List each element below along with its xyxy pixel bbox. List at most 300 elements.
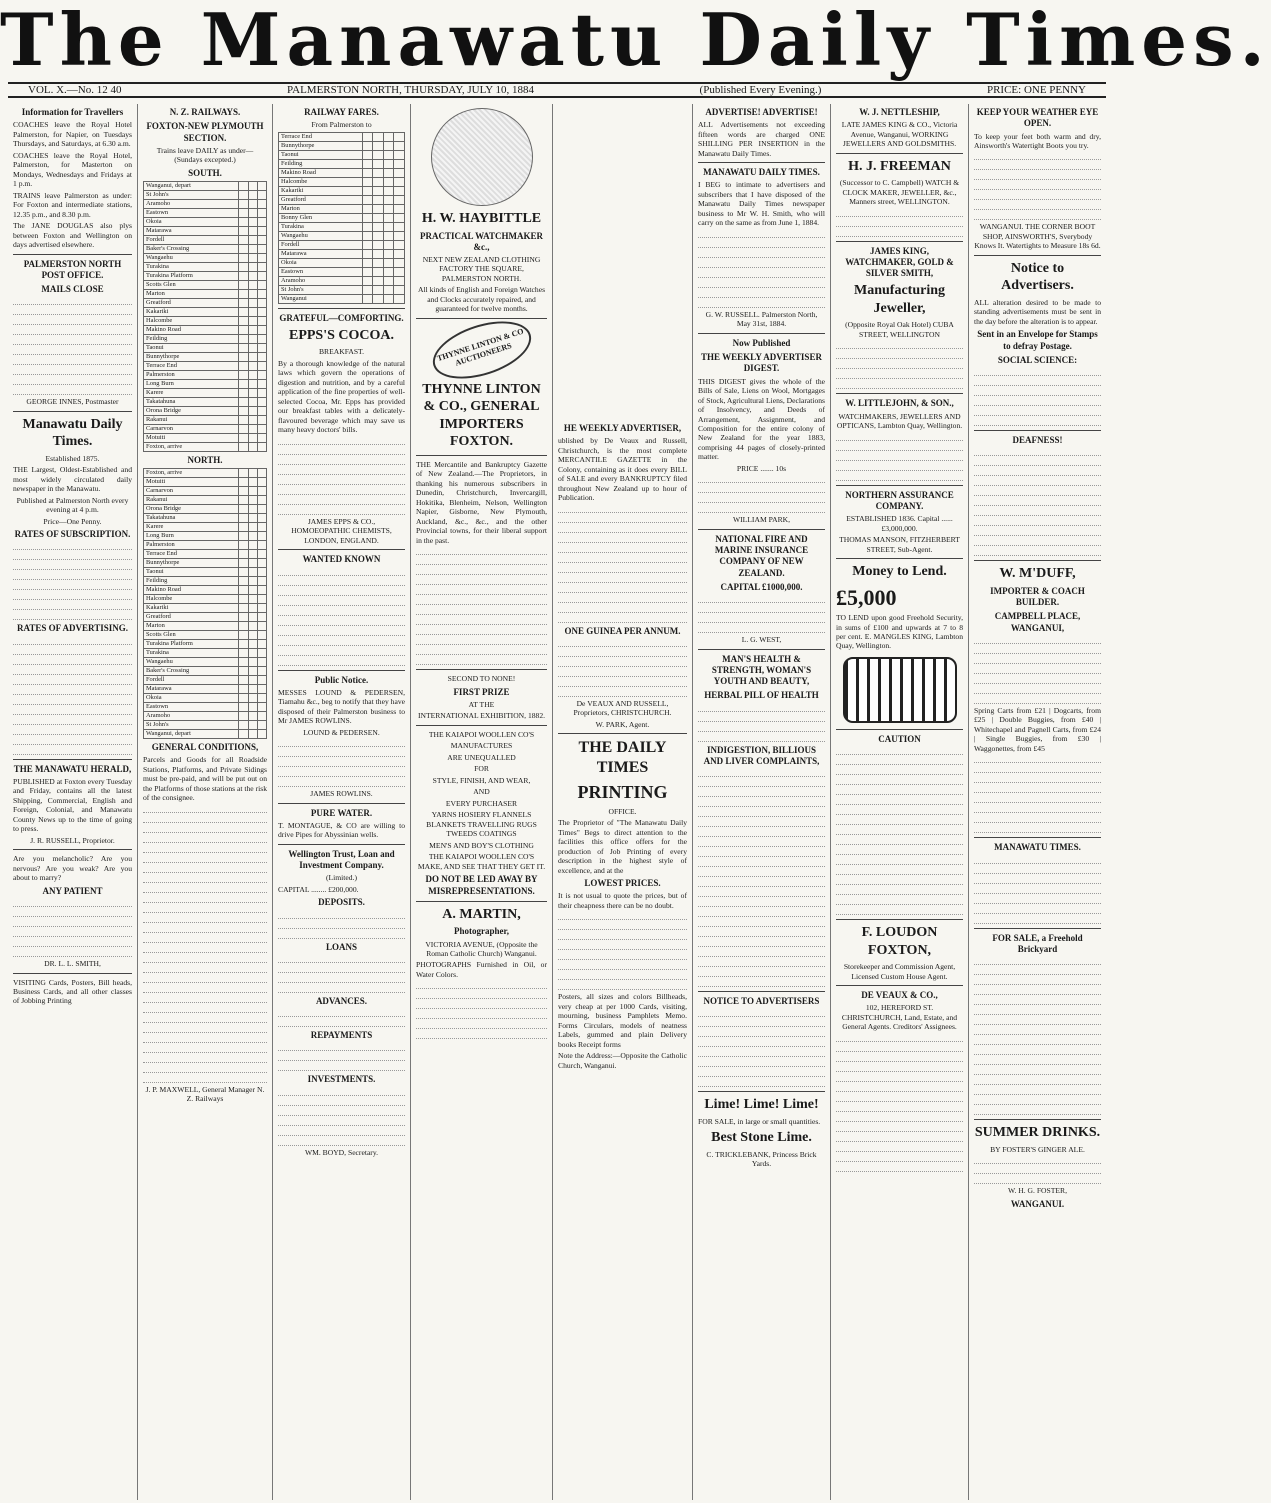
time-cell bbox=[383, 141, 394, 150]
station-cell: Baker's Crossing bbox=[144, 244, 239, 253]
text-lines bbox=[698, 769, 825, 987]
table-row bbox=[279, 159, 405, 168]
heading: CAUTION bbox=[878, 733, 921, 744]
table-row bbox=[144, 343, 267, 352]
time-cell bbox=[239, 721, 248, 730]
time-cell bbox=[257, 550, 266, 559]
station-cell: Carnarvon bbox=[144, 487, 239, 496]
time-cell bbox=[383, 204, 394, 213]
column-2 bbox=[138, 104, 273, 1500]
station-cell: Feilding bbox=[144, 334, 239, 343]
table-row bbox=[144, 388, 267, 397]
time-cell bbox=[257, 316, 266, 325]
heading: MAN'S HEALTH & STRENGTH, WOMAN'S YOUTH AND BEAUTY, bbox=[711, 653, 812, 687]
table-row bbox=[144, 199, 267, 208]
heading: SECOND TO NONE! bbox=[447, 674, 516, 684]
paragraph: Note the Address:—Opposite the Catholic Church, Wanganui. bbox=[558, 1051, 687, 1070]
heading: CAPITAL £1000,000. bbox=[720, 581, 803, 592]
time-cell bbox=[373, 195, 384, 204]
time-cell bbox=[257, 721, 266, 730]
table-row bbox=[279, 249, 405, 258]
text-lines bbox=[974, 957, 1101, 1115]
time-cell bbox=[257, 226, 266, 235]
time-cell bbox=[239, 235, 248, 244]
station-cell: Taonui bbox=[144, 343, 239, 352]
time-cell bbox=[362, 240, 373, 249]
time-cell bbox=[239, 271, 248, 280]
time-cell bbox=[394, 177, 405, 186]
heading: H. J. FREEMAN bbox=[848, 158, 951, 174]
paragraph: It is not usual to quote the prices, but of their cheapness there can be no doubt. bbox=[558, 891, 687, 910]
signature: J. P. MAXWELL, General Manager N. Z. Railways bbox=[145, 1084, 265, 1104]
time-cell bbox=[248, 559, 257, 568]
heading: LOANS bbox=[325, 941, 357, 952]
time-cell bbox=[257, 289, 266, 298]
rate-lines bbox=[13, 542, 132, 620]
time-cell bbox=[257, 325, 266, 334]
signature: GEORGE INNES, Postmaster bbox=[26, 397, 119, 407]
table-row bbox=[144, 325, 267, 334]
time-cell bbox=[394, 267, 405, 276]
text-lines bbox=[278, 911, 405, 939]
time-cell bbox=[257, 604, 266, 613]
time-cell bbox=[373, 258, 384, 267]
time-cell bbox=[248, 649, 257, 658]
subheading: (Limited.) bbox=[326, 873, 357, 883]
paragraph: VICTORIA AVENUE, (Opposite the Roman Catholic Church) Wanganui. bbox=[425, 939, 538, 958]
time-cell bbox=[257, 586, 266, 595]
time-cell bbox=[239, 469, 248, 478]
time-cell bbox=[373, 249, 384, 258]
heading: DE VEAUX & CO., bbox=[861, 990, 938, 1001]
column-3 bbox=[273, 104, 411, 1500]
text-lines bbox=[13, 297, 132, 395]
time-cell bbox=[239, 694, 248, 703]
station-cell: Feilding bbox=[279, 159, 363, 168]
station-cell: Makino Road bbox=[144, 586, 239, 595]
station-cell: Fordell bbox=[279, 240, 363, 249]
heading: MANAWATU TIMES. bbox=[994, 842, 1081, 853]
station-cell: Long Burn bbox=[144, 532, 239, 541]
table-row bbox=[144, 352, 267, 361]
station-cell: Greatford bbox=[144, 298, 239, 307]
time-cell bbox=[373, 213, 384, 222]
time-cell bbox=[239, 334, 248, 343]
text-lines bbox=[974, 368, 1101, 426]
time-cell bbox=[248, 316, 257, 325]
time-cell bbox=[383, 231, 394, 240]
time-cell bbox=[239, 388, 248, 397]
time-cell bbox=[248, 298, 257, 307]
paragraph: WATCHMAKERS, JEWELLERS AND OPTICANS, Lambton Quay, Wellington. bbox=[836, 411, 963, 431]
paragraph: (Opposite Royal Oak Hotel) CUBA STREET, WELLINGTON bbox=[845, 320, 954, 339]
table-row bbox=[144, 217, 267, 226]
table-row bbox=[144, 253, 267, 262]
station-cell: Marton bbox=[144, 289, 239, 298]
table-row bbox=[144, 280, 267, 289]
time-cell bbox=[248, 694, 257, 703]
time-cell bbox=[257, 487, 266, 496]
time-cell bbox=[248, 640, 257, 649]
time-cell bbox=[248, 424, 257, 433]
heading: DEAFNESS! bbox=[1012, 435, 1063, 446]
time-cell bbox=[248, 352, 257, 361]
time-cell bbox=[239, 631, 248, 640]
time-cell bbox=[257, 532, 266, 541]
paragraph: ALL Advertisements not exceeding fifteen words are charged ONE SHILLING PER INSERTION in the Manawatu Daily Times. bbox=[698, 120, 825, 158]
time-cell bbox=[373, 240, 384, 249]
station-cell: Scotts Glen bbox=[144, 631, 239, 640]
time-cell bbox=[248, 235, 257, 244]
table-row bbox=[144, 622, 267, 631]
station-cell: Bunnythorpe bbox=[279, 141, 363, 150]
time-cell bbox=[239, 190, 248, 199]
paragraph: Published at Palmerston North every evening at 4 p.m. bbox=[16, 495, 129, 515]
time-cell bbox=[257, 352, 266, 361]
paragraph: FOR SALE, in large or small quantities. bbox=[698, 1116, 821, 1126]
time-cell bbox=[248, 361, 257, 370]
heading: EPPS'S COCOA. bbox=[288, 327, 394, 343]
text-lines bbox=[836, 341, 963, 389]
time-cell bbox=[248, 325, 257, 334]
time-cell bbox=[362, 294, 373, 303]
heading: W. J. NETTLESHIP, bbox=[859, 107, 940, 117]
capital: CAPITAL ........ £200,000. bbox=[278, 884, 359, 894]
time-cell bbox=[257, 208, 266, 217]
paragraph: PUBLISHED at Foxton every Tuesday and Friday, contains all the latest Shipping, Commercial, English and Foreign, Colonial, and Manawatu County News up to the time of going to press. bbox=[13, 776, 132, 834]
time-cell bbox=[239, 352, 248, 361]
time-cell bbox=[239, 487, 248, 496]
time-cell bbox=[373, 294, 384, 303]
heading: FOXTON-NEW PLYMOUTH SECTION. bbox=[146, 121, 264, 143]
time-cell bbox=[248, 370, 257, 379]
station-cell: Eastown bbox=[279, 267, 363, 276]
time-cell bbox=[257, 649, 266, 658]
time-cell bbox=[248, 712, 257, 721]
heading: ADVANCES. bbox=[315, 995, 368, 1006]
time-cell bbox=[257, 397, 266, 406]
time-cell bbox=[257, 253, 266, 262]
time-cell bbox=[248, 532, 257, 541]
time-cell bbox=[373, 204, 384, 213]
station-cell: Taonui bbox=[144, 568, 239, 577]
auctioneers-stamp: THYNNE LINTON & CO AUCTIONEERS bbox=[425, 310, 537, 389]
time-cell bbox=[239, 316, 248, 325]
station-cell: Taonui bbox=[279, 150, 363, 159]
table-row bbox=[144, 523, 267, 532]
table-row bbox=[279, 132, 405, 141]
station-cell: Bunnythorpe bbox=[144, 559, 239, 568]
time-cell bbox=[248, 631, 257, 640]
station-cell: Halcombe bbox=[144, 316, 239, 325]
table-row bbox=[279, 213, 405, 222]
text-lines bbox=[836, 747, 963, 915]
time-cell bbox=[248, 334, 257, 343]
station-cell: Eastown bbox=[144, 703, 239, 712]
station-cell: Kakariki bbox=[144, 307, 239, 316]
signature: DR. L. L. SMITH, bbox=[44, 959, 101, 969]
time-cell bbox=[383, 159, 394, 168]
time-cell bbox=[248, 721, 257, 730]
table-row bbox=[144, 568, 267, 577]
time-cell bbox=[239, 712, 248, 721]
paragraph: 102, HEREFORD ST. CHRISTCHURCH, Land, Estate, and General Agents. Creditors' Assignees. bbox=[841, 1003, 958, 1032]
time-cell bbox=[257, 334, 266, 343]
text: MANUFACTURES bbox=[450, 741, 513, 751]
time-cell bbox=[362, 141, 373, 150]
station-cell: Orona Bridge bbox=[144, 406, 239, 415]
time-cell bbox=[248, 307, 257, 316]
table-row bbox=[144, 262, 267, 271]
time-cell bbox=[257, 469, 266, 478]
signature: JAMES EPPS & CO., HOMOEOPATHIC CHEMISTS, LONDON, ENGLAND. bbox=[291, 516, 392, 545]
time-cell bbox=[257, 190, 266, 199]
time-cell bbox=[248, 244, 257, 253]
time-cell bbox=[373, 168, 384, 177]
time-cell bbox=[383, 240, 394, 249]
table-row bbox=[279, 186, 405, 195]
table-row bbox=[144, 505, 267, 514]
station-cell: Turakina bbox=[144, 649, 239, 658]
time-cell bbox=[394, 258, 405, 267]
paper-wheel-image bbox=[843, 657, 957, 723]
paragraph: LATE JAMES KING & CO., Victoria Avenue, Wanganui, WORKING JEWELLERS AND GOLDSMITHS. bbox=[841, 120, 958, 149]
table-row bbox=[144, 721, 267, 730]
heading: WANTED KNOWN bbox=[302, 554, 381, 565]
table-row bbox=[279, 177, 405, 186]
subheading: BREAKFAST. bbox=[318, 347, 365, 357]
station-cell: Scotts Glen bbox=[144, 280, 239, 289]
time-cell bbox=[257, 694, 266, 703]
time-cell bbox=[257, 568, 266, 577]
heading: THE DAILY TIMES bbox=[578, 739, 667, 777]
time-cell bbox=[373, 231, 384, 240]
station-cell: Greatford bbox=[144, 613, 239, 622]
table-row bbox=[144, 586, 267, 595]
time-cell bbox=[394, 186, 405, 195]
table-row bbox=[144, 424, 267, 433]
time-cell bbox=[257, 343, 266, 352]
heading: H. W. HAYBITTLE bbox=[421, 211, 542, 226]
station-cell: Turakina Platform bbox=[144, 271, 239, 280]
time-cell bbox=[257, 442, 266, 451]
time-cell bbox=[373, 159, 384, 168]
time-cell bbox=[257, 433, 266, 442]
time-cell bbox=[248, 406, 257, 415]
text: AT THE bbox=[468, 700, 495, 709]
signature: WM. BOYD, Secretary. bbox=[304, 1147, 379, 1157]
time-cell bbox=[257, 307, 266, 316]
station-cell: Okoia bbox=[144, 694, 239, 703]
time-cell bbox=[239, 568, 248, 577]
table-row bbox=[144, 208, 267, 217]
time-cell bbox=[239, 298, 248, 307]
time-cell bbox=[239, 559, 248, 568]
paragraph: I BEG to intimate to advertisers and subscribers that I have disposed of the Manawatu Daily Times newspaper business to Mr W. H. Smith, who will carry on the same as from June 1, 1884. bbox=[698, 180, 825, 228]
time-cell bbox=[257, 703, 266, 712]
time-cell bbox=[239, 703, 248, 712]
table-row bbox=[144, 577, 267, 586]
time-cell bbox=[383, 150, 394, 159]
time-cell bbox=[239, 199, 248, 208]
time-cell bbox=[248, 577, 257, 586]
text-lines bbox=[974, 755, 1101, 833]
time-cell bbox=[383, 195, 394, 204]
watch-engraving-image bbox=[431, 108, 533, 206]
table-row bbox=[144, 712, 267, 721]
table-row bbox=[144, 415, 267, 424]
table-row bbox=[279, 168, 405, 177]
time-cell bbox=[257, 505, 266, 514]
text: STYLE, FINISH, AND WEAR, bbox=[432, 775, 531, 785]
time-cell bbox=[248, 388, 257, 397]
paragraph: The JANE DOUGLAS also plys between Foxton and Wellington on days advertised elsewhere. bbox=[13, 221, 132, 250]
time-cell bbox=[239, 442, 248, 451]
table-row bbox=[279, 195, 405, 204]
text-lines bbox=[698, 230, 825, 308]
time-cell bbox=[257, 613, 266, 622]
station-cell: Okoia bbox=[279, 258, 363, 267]
time-cell bbox=[383, 294, 394, 303]
text-lines bbox=[13, 637, 132, 755]
text: FOR bbox=[474, 764, 489, 774]
time-cell bbox=[248, 253, 257, 262]
time-cell bbox=[383, 186, 394, 195]
signature: WANGANUI. THE CORNER BOOT SHOP, AINSWORTH'S, Sverybody Knows It. Watertights to Measure 18s 6d. bbox=[974, 222, 1101, 251]
time-cell bbox=[257, 523, 266, 532]
time-cell bbox=[257, 685, 266, 694]
time-cell bbox=[248, 262, 257, 271]
time-cell bbox=[257, 370, 266, 379]
table-row bbox=[144, 694, 267, 703]
heading: SOUTH. bbox=[188, 167, 222, 178]
table-row bbox=[144, 649, 267, 658]
time-cell bbox=[257, 514, 266, 523]
time-cell bbox=[239, 541, 248, 550]
paragraph: MESSES LOUND & PEDERSEN, Tiamahu &c., beg to notify that they have disposed of their Palmerston business to Mr JAMES ROWLINS. bbox=[278, 687, 405, 726]
heading: KEEP YOUR WEATHER EYE OPEN. bbox=[976, 107, 1099, 129]
station-cell: Aramoho bbox=[144, 712, 239, 721]
table-row bbox=[144, 397, 267, 406]
text-lines bbox=[974, 1156, 1101, 1184]
time-cell bbox=[239, 415, 248, 424]
time-cell bbox=[362, 258, 373, 267]
time-cell bbox=[239, 424, 248, 433]
time-cell bbox=[394, 276, 405, 285]
time-cell bbox=[373, 285, 384, 294]
time-cell bbox=[257, 631, 266, 640]
text-lines bbox=[278, 1043, 405, 1071]
table-row bbox=[144, 181, 267, 190]
time-cell bbox=[257, 235, 266, 244]
paragraph: COACHES leave the Royal Hotel, Palmerston, for Masterton on Mondays, Wednesdays and Fridays at 1 p.m. bbox=[13, 150, 132, 189]
table-row bbox=[144, 550, 267, 559]
heading: LOWEST PRICES. bbox=[584, 878, 661, 889]
heading: Manawatu Daily Times. bbox=[22, 416, 123, 450]
time-cell bbox=[394, 231, 405, 240]
station-cell: Takatahuna bbox=[144, 397, 239, 406]
station-cell: Turakina bbox=[144, 262, 239, 271]
table-row bbox=[144, 226, 267, 235]
station-cell: Marton bbox=[279, 204, 363, 213]
time-cell bbox=[383, 177, 394, 186]
time-cell bbox=[248, 730, 257, 739]
station-cell: Wangaehu bbox=[144, 253, 239, 262]
paragraph: All kinds of English and Foreign Watches and Clocks accurately repaired, and guaranteed for twelve months. bbox=[417, 285, 546, 314]
time-cell bbox=[239, 370, 248, 379]
paragraph: Posters, all sizes and colors Billheads, very cheap at per 1000 Cards, visiting, mourning, business Pamphlets Memo. Forms Circulars, models of neatness Labels, gummed and plain Delivery books Receipt forms bbox=[558, 992, 687, 1049]
table-row bbox=[144, 676, 267, 685]
time-cell bbox=[383, 258, 394, 267]
table-row bbox=[144, 631, 267, 640]
paragraph: BY FOSTER'S GINGER ALE. bbox=[990, 1144, 1085, 1154]
time-cell bbox=[248, 199, 257, 208]
station-cell: Rakanui bbox=[144, 496, 239, 505]
time-cell bbox=[257, 262, 266, 271]
paragraph: Storekeeper and Commission Agent, Licensed Custom House Agent. bbox=[843, 962, 956, 981]
time-cell bbox=[239, 226, 248, 235]
station-cell: Bonny Glen bbox=[279, 213, 363, 222]
time-cell bbox=[239, 181, 248, 190]
signature: L. G. WEST, bbox=[741, 635, 782, 645]
column-4 bbox=[411, 104, 553, 1500]
time-cell bbox=[248, 415, 257, 424]
paragraph: PHOTOGRAPHS Furnished in Oil, or Water Colors. bbox=[416, 960, 547, 979]
time-cell bbox=[394, 285, 405, 294]
heading: FOR SALE, a Freehold Brickyard bbox=[992, 932, 1083, 954]
time-cell bbox=[239, 550, 248, 559]
time-cell bbox=[394, 294, 405, 303]
station-cell: Fordell bbox=[144, 676, 239, 685]
table-row bbox=[144, 703, 267, 712]
heading: ADVERTISE! ADVERTISE! bbox=[705, 107, 818, 117]
paragraph: The Proprietor of "The Manawatu Daily Times" Begs to direct attention to the facilities this office offers for the production of Job Printing of every description in the highest style of excellence, and at the bbox=[558, 818, 687, 875]
heading: NORTHERN ASSURANCE COMPANY. bbox=[845, 489, 954, 511]
time-cell bbox=[239, 343, 248, 352]
time-cell bbox=[257, 559, 266, 568]
heading: RATES OF ADVERTISING. bbox=[17, 623, 128, 634]
time-cell bbox=[248, 289, 257, 298]
station-cell: Makino Road bbox=[279, 168, 363, 177]
time-cell bbox=[248, 595, 257, 604]
table-row bbox=[144, 667, 267, 676]
heading: Lime! Lime! Lime! bbox=[704, 1097, 819, 1113]
time-cell bbox=[362, 249, 373, 258]
time-cell bbox=[373, 267, 384, 276]
time-cell bbox=[248, 604, 257, 613]
time-cell bbox=[248, 505, 257, 514]
table-row bbox=[279, 204, 405, 213]
time-cell bbox=[257, 298, 266, 307]
heading: RAILWAY FARES. bbox=[304, 107, 379, 117]
time-cell bbox=[239, 253, 248, 262]
paragraph: Parcels and Goods for all Roadside Stations, Platforms, and Private Sidings must be pre-paid, and will be put out on the Platforms of those stations at the risk of the consignee. bbox=[143, 755, 267, 803]
column-1 bbox=[8, 104, 138, 1500]
signature: LOUND & PEDERSEN. bbox=[303, 727, 380, 737]
time-cell bbox=[394, 240, 405, 249]
heading: F. LOUDON FOXTON, bbox=[861, 925, 938, 958]
time-cell bbox=[394, 159, 405, 168]
time-cell bbox=[362, 267, 373, 276]
station-cell: Feilding bbox=[144, 577, 239, 586]
time-cell bbox=[362, 204, 373, 213]
time-cell bbox=[257, 622, 266, 631]
table-row bbox=[144, 469, 267, 478]
time-cell bbox=[257, 217, 266, 226]
station-cell: Matarawa bbox=[144, 685, 239, 694]
station-cell: Rakanui bbox=[144, 415, 239, 424]
heading: CAMPBELL PLACE, WANGANUI, bbox=[994, 611, 1081, 633]
